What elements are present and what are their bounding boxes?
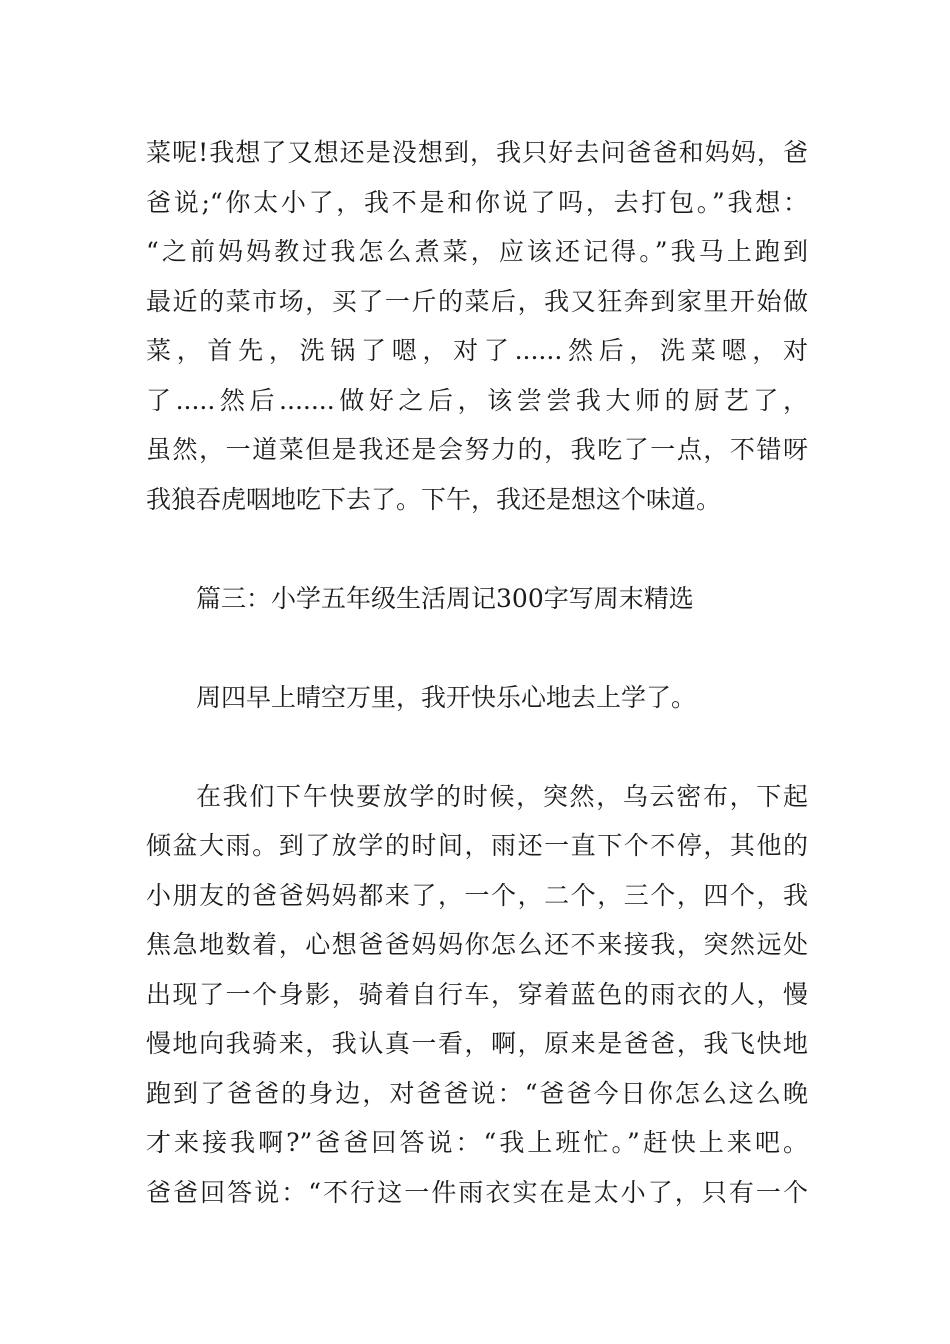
text-line: 菜，首先，洗锅了嗯，对了......然后，洗菜嗯，对 xyxy=(146,336,808,365)
text-line: 才来接我啊?”爸爸回答说：“我上班忙。”赶快上来吧。 xyxy=(146,1128,808,1157)
text-line: 了.....然后.......做好之后，该尝尝我大师的厨艺了， xyxy=(146,385,808,415)
paragraph-3 xyxy=(146,772,808,1218)
text-line: 倾盆大雨。到了放学的时间，雨还一直下个不停，其他的 xyxy=(146,831,808,860)
text-line: 慢地向我骑来，我认真一看，啊，原来是爸爸，我飞快地 xyxy=(146,1029,808,1058)
text-line: 小朋友的爸爸妈妈都来了，一个，二个，三个，四个，我 xyxy=(146,880,808,910)
text-line: 虽然，一道菜但是我还是会努力的，我吃了一点，不错呀 xyxy=(146,435,808,464)
text-line: “之前妈妈教过我怎么煮菜，应该还记得。”我马上跑到 xyxy=(146,237,808,266)
text-line: 出现了一个身影，骑着自行车，穿着蓝色的雨衣的人，慢 xyxy=(146,979,808,1009)
text-line: 最近的菜市场，买了一斤的菜后，我又狂奔到家里开始做 xyxy=(146,286,808,316)
paragraph-2: 周四早上晴空万里，我开快乐心地去上学了。 xyxy=(196,682,697,712)
paragraph-spacer xyxy=(146,623,808,673)
text-line: 在我们下午快要放学的时候，突然，乌云密布，下起 xyxy=(196,781,808,811)
paragraph-spacer xyxy=(146,722,808,772)
text-line: 菜呢!我想了又想还是没想到，我只好去问爸爸和妈妈，爸 xyxy=(146,138,808,167)
text-line: 焦急地数着，心想爸爸妈妈你怎么还不来接我，突然远处 xyxy=(146,930,808,959)
text-line: 爸爸回答说：“不行这一件雨衣实在是太小了，只有一个 xyxy=(146,1177,808,1207)
text-line: 跑到了爸爸的身边，对爸爸说：“爸爸今日你怎么这么晚 xyxy=(146,1078,808,1108)
paragraph-spacer xyxy=(146,524,808,574)
section-title: 篇三：小学五年级生活周记300字写周末精选 xyxy=(196,583,694,613)
text-line: 我狼吞虎咽地吃下去了。下午，我还是想这个味道。 xyxy=(146,484,722,514)
paragraph-1 xyxy=(146,128,808,524)
document-body xyxy=(146,128,808,1217)
text-line: 爸说;“你太小了，我不是和你说了吗，去打包。”我想： xyxy=(146,187,808,217)
